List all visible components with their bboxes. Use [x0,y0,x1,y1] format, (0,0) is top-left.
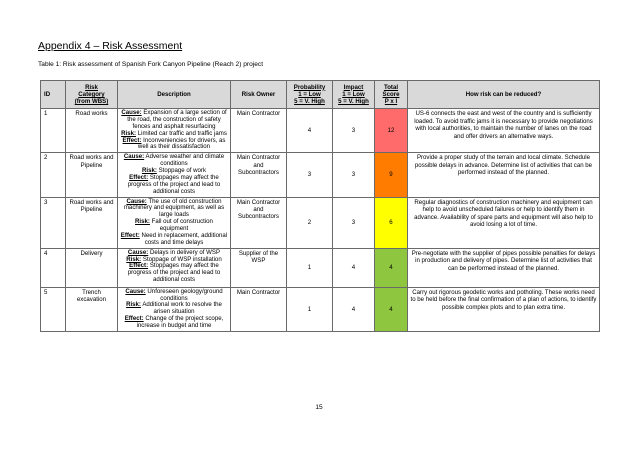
row-description: Cause: Unforeseen geology/ground conditions Risk: Additional work to resolve the arisen situation Effect: Change of the project scope, increase in budget and time [118,287,231,331]
table-row [41,153,600,197]
row-description: Cause: Adverse weather and climate conditions Risk: Stoppage of work Effect: Stoppages may affect the progress of the project and lead to additional costs [118,153,231,197]
row-owner: Main Contractor and Subcontractors [231,153,287,197]
row-id: 1 [41,109,66,153]
table-row [41,197,600,248]
row-category: Trench excavation [66,287,118,331]
row-probability: 1 [287,248,333,287]
row-total-score: 6 [375,197,408,248]
row-category: Road works and Pipeline [66,197,118,248]
header-how-risk-reduced: How risk can be reduced? [408,81,600,109]
row-description: Cause: The use of old construction machinery and equipment, as well as large loads Risk: Fall out of construction equipment Effect: Need in replacement, additional costs and time delays [118,197,231,248]
row-impact: 4 [333,287,375,331]
table-row [41,109,600,153]
row-description: Cause: Delays in delivery of WSP Risk: Stoppage of WSP installation Effect: Stoppages may affect the progress of the project and lead to additional costs [118,248,231,287]
table-header-row [41,81,600,109]
row-probability: 3 [287,153,333,197]
row-risk-reduction: Carry out rigorous geodetic works and potholing. These works need to be held before the final confirmation of a plan of actions, to identify possible complex plots and to plan extra time. [408,287,600,331]
row-risk-reduction: US-6 connects the east and west of the country and is sufficiently loaded. To avoid traffic jams it is necessary to provide negotiations with local authorities, to maintain the number of lanes on the road and offer drivers an alternative ways. [408,109,600,153]
row-risk-reduction: Regular diagnostics of construction machinery and equipment can help to avoid unscheduled failures or help to identify them in advance. Availability of spare parts and equipment will also help to avoid losing a lot of time. [408,197,600,248]
row-probability: 2 [287,197,333,248]
row-owner: Main Contractor and Subcontractors [231,197,287,248]
row-id: 5 [41,287,66,331]
row-id: 2 [41,153,66,197]
row-category: Road works [66,109,118,153]
header-id: ID [41,81,66,109]
row-owner: Main Contractor [231,287,287,331]
row-total-score: 4 [375,287,408,331]
row-probability: 1 [287,287,333,331]
row-total-score: 12 [375,109,408,153]
table-caption: Table 1: Risk assessment of Spanish Fork Canyon Pipeline (Reach 2) project [38,61,264,68]
header-total-score: Total Score P x I [375,81,408,109]
header-impact: Impact 1 = Low 5 = V. High [333,81,375,109]
row-category: Road works and Pipeline [66,153,118,197]
row-id: 4 [41,248,66,287]
row-total-score: 9 [375,153,408,197]
row-category: Delivery [66,248,118,287]
header-risk-owner: Risk Owner [231,81,287,109]
row-risk-reduction: Pre-negotiate with the supplier of pipes possible penalties for delays in production and delivery of pipes. Determine list of activities that can be performed instead of the planned. [408,248,600,287]
row-description: Cause: Expansion of a large section of the road, the construction of safety fences and asphalt resurfacing Risk: Limited car traffic and traffic jams Effect: Inconveniencies for drivers, as well as their dissatisfaction [118,109,231,153]
row-impact: 3 [333,109,375,153]
row-total-score: 4 [375,248,408,287]
header-probability: Probability 1 = Low 5 = V. High [287,81,333,109]
page-number: 15 [315,404,323,411]
row-risk-reduction: Provide a proper study of the terrain and local climate. Schedule possible delays in advance. Determine list of activities that can be performed instead of the planned. [408,153,600,197]
row-impact: 3 [333,197,375,248]
risk-assessment-table [40,80,600,332]
row-impact: 4 [333,248,375,287]
row-owner: Main Contractor [231,109,287,153]
page-title: Appendix 4 – Risk Assessment [38,40,183,52]
row-id: 3 [41,197,66,248]
table-row [41,287,600,331]
header-description: Description [118,81,231,109]
row-probability: 4 [287,109,333,153]
header-risk-category: Risk Category (from WBS) [66,81,118,109]
row-impact: 3 [333,153,375,197]
table-row [41,248,600,287]
row-owner: Supplier of the WSP [231,248,287,287]
